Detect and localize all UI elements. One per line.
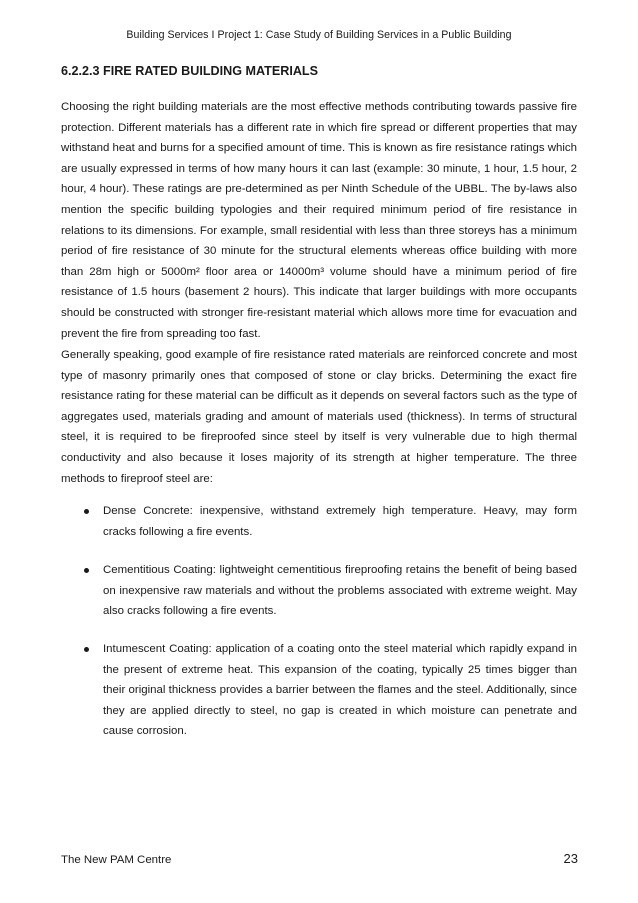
bullet-icon (84, 509, 89, 514)
list-item-text: Dense Concrete: inexpensive, withstand extremely high temperature. Heavy, may form cracks following a fire events. (103, 505, 577, 538)
page-header: Building Services I Project 1: Case Study of Building Services in a Public Building (126, 29, 512, 41)
list-item-text: Intumescent Coating: application of a coating onto the steel material which rapidly expand in the present of extreme heat. This expansion of the coating, typically 25 times bigger than their original thickness provides a barrier between the flames and the steel. Additionally, since they are applied directly to steel, no gap is created in which moisture can penetrate and cause corrosion. (103, 643, 577, 738)
footer-organization: The New PAM Centre (61, 854, 172, 866)
list-item (61, 560, 577, 622)
page-number: 23 (563, 851, 578, 866)
section-title: 6.2.2.3 FIRE RATED BUILDING MATERIALS (61, 64, 319, 78)
list-item (61, 639, 577, 742)
paragraph-fire-rated-materials: Generally speaking, good example of fire resistance rated materials are reinforced concrete and most type of masonry primarily ones that composed of stone or clay bricks. Determining the exact fire resistance rating for these material can be difficult as it depends on several factors such as the type of aggregates used, materials grading and amount of materials used (thickness). In terms of structural steel, it is required to be fireproofed since steel by itself is very vulnerable due to high thermal conductivity and also because it loses majority of its strength at higher temperature. The three methods to fireproof steel are: (61, 349, 577, 485)
list-item-text: Cementitious Coating: lightweight cementitious fireproofing retains the benefit of being based on inexpensive raw materials and without the problems associated with extreme weight. May also cracks following a fire events. (103, 564, 577, 618)
list-item (61, 501, 577, 542)
bullet-icon (84, 568, 89, 573)
paragraph-fire-resistance-ratings: Choosing the right building materials are the most effective methods contributing towards passive fire protection. Different materials has a different rate in which fire spread or different properties that may withstand heat and burns for a specified amount of time. This is known as fire resistance ratings which are usually expressed in terms of how many hours it can last (example: 30 minute, 1 hour, 1.5 hour, 2 hour, 4 hour). These ratings are pre-determined as per Ninth Schedule of the UBBL. The by-laws also mention the specific building typologies and their required minimum period of fire resistance in relations to its dimensions. For example, small residential with less than three storeys has a minimum period of fire resistance of 30 minute for the structural elements whereas office building with more than 28m high or 5000m² floor area or 14000m³ volume should have a minimum period of fire resistance of 1.5 hours (basement 2 hours). This indicate that larger buildings with more occupants should be constructed with stronger fire-resistant material which allows more time for evacuation and prevent the fire from spreading too fast. (61, 101, 578, 340)
bullet-icon (84, 647, 89, 652)
